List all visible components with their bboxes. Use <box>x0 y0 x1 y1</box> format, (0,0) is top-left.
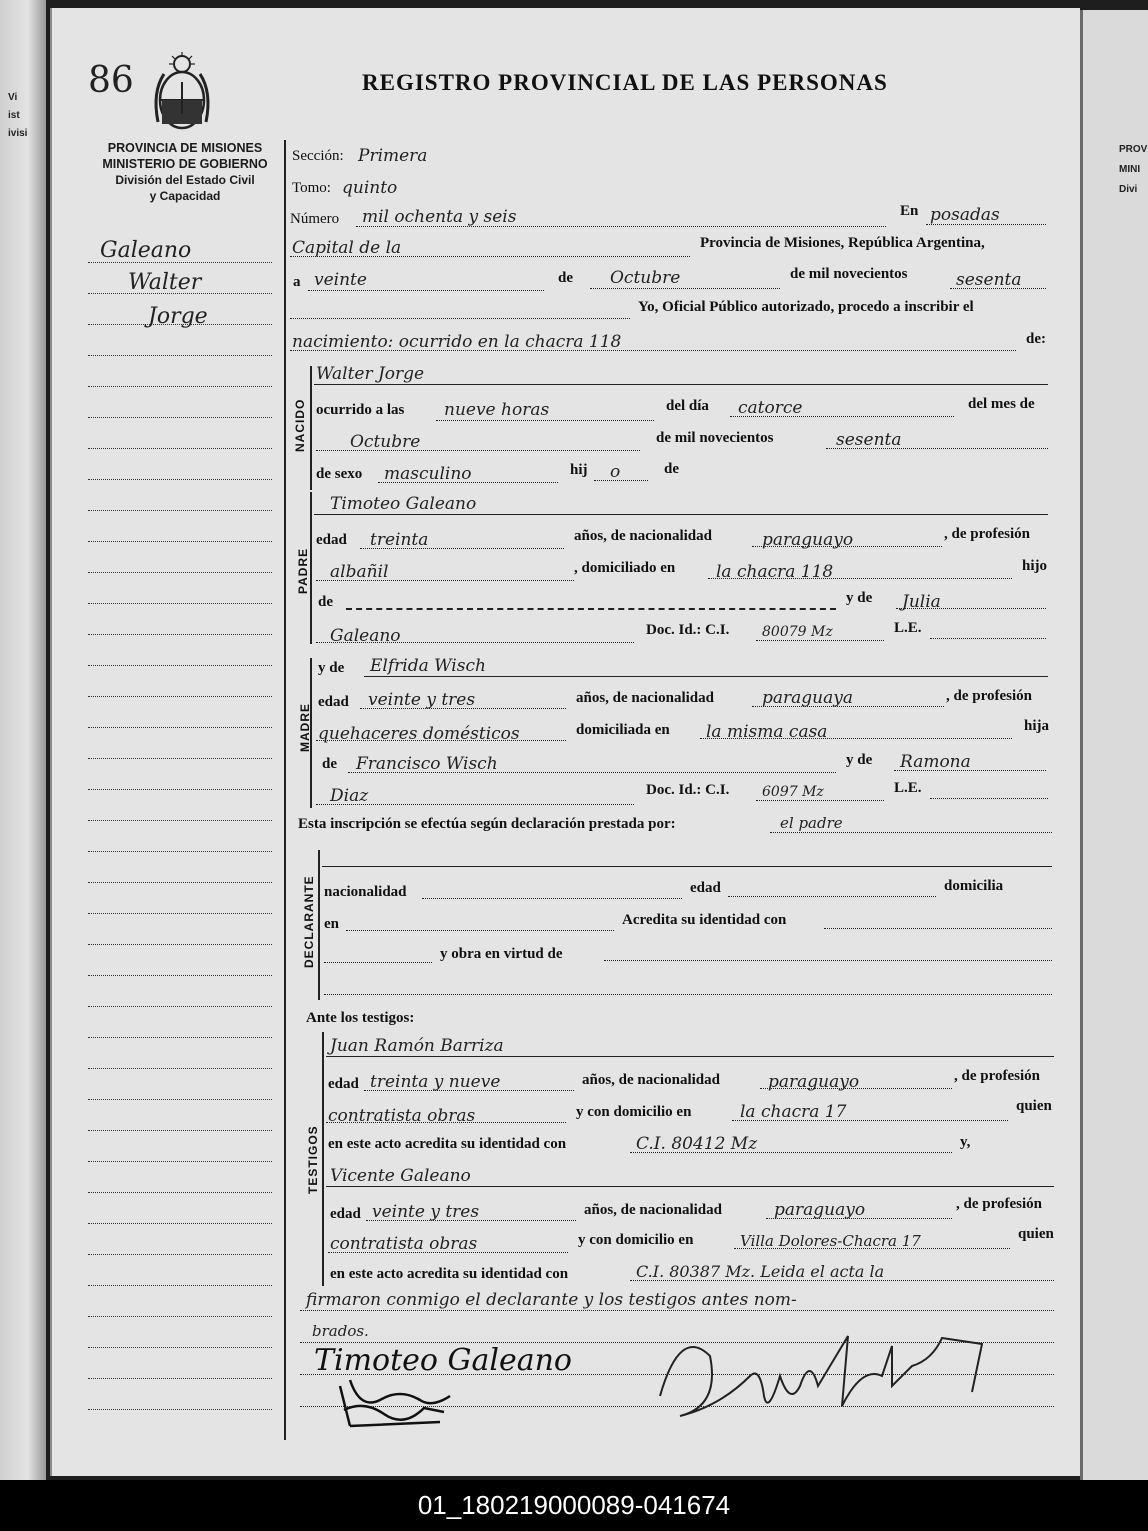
office-province: PROVINCIA DE MISIONES <box>107 141 263 155</box>
madre-edad-label: edad <box>318 694 349 710</box>
t2-domicilio: Villa Dolores-Chacra 17 <box>740 1232 921 1250</box>
nacido-section-label: NACIDO <box>293 398 307 452</box>
margin-line <box>88 1316 272 1317</box>
madre-doc-label: Doc. Id.: C.I. <box>646 782 730 798</box>
margin-line <box>88 665 272 666</box>
office-ministry: MINISTERIO DE GOBIERNO <box>102 157 268 171</box>
margin-line <box>88 882 272 883</box>
margin-line <box>88 448 272 449</box>
madre-y-de-label: y de <box>318 660 345 676</box>
margin-line <box>88 758 272 759</box>
padre-doc-label: Doc. Id.: C.I. <box>646 622 730 638</box>
t1-profesion: contratista obras <box>328 1106 476 1126</box>
t2-dom-label: y con domicilio en <box>578 1232 694 1248</box>
padre-section-label: PADRE <box>296 547 310 594</box>
t2-nacionalidad: paraguayo <box>774 1200 866 1220</box>
signature-official <box>650 1316 990 1436</box>
t1-prof-label: , de profesión <box>954 1068 1040 1084</box>
left-page-edge: Vi ist ivisi <box>0 0 46 1480</box>
testigos-section-label: TESTIGOS <box>306 1125 320 1194</box>
t2-quien-label: quien <box>1018 1226 1054 1242</box>
margin-line <box>88 541 272 542</box>
padre-madre-apellido: Galeano <box>330 626 401 646</box>
office-block <box>86 140 284 204</box>
declarante-nacionalidad-label: nacionalidad <box>324 884 407 900</box>
margin-line <box>88 1068 272 1069</box>
margin-line <box>88 944 272 945</box>
padre-hijo-label: hijo <box>1022 558 1048 574</box>
numero-value: mil ochenta y seis <box>362 207 517 227</box>
declarante-en-label: en <box>324 916 339 932</box>
t1-quien-label: quien <box>1016 1098 1052 1114</box>
padre-prof-label: , de profesión <box>944 526 1030 542</box>
margin-line <box>88 975 272 976</box>
margin-line <box>88 1006 272 1007</box>
madre-le-label: L.E. <box>894 780 922 796</box>
fecha-anio-label: de mil novecientos <box>790 266 908 282</box>
margin-line <box>88 1254 272 1255</box>
ocurrido-label: ocurrido a las <box>316 402 405 418</box>
margin-line <box>88 1037 272 1038</box>
a-label: a <box>293 274 301 290</box>
en-value: posadas <box>930 205 1000 225</box>
declaracion-label: Esta inscripción se efectúa según declaración prestada por: <box>298 816 676 832</box>
document-title: REGISTRO PROVINCIAL DE LAS PERSONAS <box>362 70 888 95</box>
margin-line <box>88 696 272 697</box>
madre-dom-label: domiciliada en <box>576 722 670 738</box>
nacido-hora: nueve horas <box>444 400 550 420</box>
hecho-value: nacimiento: ocurrido en la chacra 118 <box>292 332 622 352</box>
padre-le-label: L.E. <box>894 620 922 636</box>
madre-edad: veinte y tres <box>368 690 476 710</box>
fecha-mes: Octubre <box>610 268 681 288</box>
declarante-acredita-label: Acredita su identidad con <box>622 912 787 928</box>
padre-nacionalidad: paraguayo <box>762 530 854 550</box>
nacido-nombre: Walter Jorge <box>316 364 425 384</box>
madre-section-label: MADRE <box>298 703 312 752</box>
margin-line <box>88 1223 272 1224</box>
t1-dom-label: y con domicilio en <box>576 1104 692 1120</box>
margin-line <box>88 417 272 418</box>
nacido-anio-label: de mil novecientos <box>656 430 774 446</box>
madre-padre-de: Francisco Wisch <box>356 754 498 774</box>
signature-timoteo: Timoteo Galeano <box>314 1343 572 1378</box>
del-dia-label: del día <box>666 398 709 414</box>
declarante-edad-label: edad <box>690 880 721 896</box>
t1-edad: treinta y nueve <box>370 1072 501 1092</box>
declarante-section-label: DECLARANTE <box>302 875 316 968</box>
en-label: En <box>900 203 919 219</box>
t2-profesion: contratista obras <box>330 1234 478 1254</box>
tomo-value: quinto <box>342 178 398 198</box>
madre-profesion: quehaceres domésticos <box>318 724 520 744</box>
margin-line <box>88 727 272 728</box>
t2-edad-label: edad <box>330 1206 361 1222</box>
padre-madre-de: Julia <box>902 592 941 612</box>
madre-domicilio: la misma casa <box>706 722 828 742</box>
padre-nac-label: años, de nacionalidad <box>574 528 712 544</box>
right-page-edge: PROV MINI Divi <box>1080 10 1148 1480</box>
t1-edad-label: edad <box>328 1076 359 1092</box>
scan-identifier: 01_180219000089-041674 <box>0 1480 1148 1531</box>
margin-line <box>88 386 272 387</box>
margin-line <box>88 603 272 604</box>
margin-surname: Galeano <box>100 238 192 263</box>
fecha-de-label: de <box>558 270 573 286</box>
madre-doc: 6097 Mz <box>762 784 824 800</box>
cierre-linea-1: firmaron conmigo el declarante y los testigos antes nom- <box>306 1290 797 1310</box>
madre-nacionalidad: paraguaya <box>762 688 853 708</box>
madre-madre-de: Ramona <box>900 752 971 772</box>
t1-acredita-label: en este acto acredita su identidad con <box>328 1136 567 1152</box>
madre-hija-label: hija <box>1024 718 1050 734</box>
margin-line <box>88 355 272 356</box>
margin-line <box>88 1192 272 1193</box>
declaracion-por: el padre <box>780 814 843 832</box>
margin-line <box>88 1161 272 1162</box>
t2-acredita: C.I. 80387 Mz. Leida el acta la <box>636 1262 885 1281</box>
tomo-label: Tomo: <box>292 180 331 196</box>
padre-de-label: de <box>318 594 333 610</box>
madre-y-de2-label: y de <box>846 752 873 768</box>
padre-profesion: albañil <box>330 562 389 582</box>
sexo-label: de sexo <box>316 466 363 482</box>
page-number: 86 <box>88 60 134 101</box>
margin-line <box>88 913 272 914</box>
t1-domicilio: la chacra 17 <box>740 1102 847 1122</box>
t1-acredita: C.I. 80412 Mz <box>636 1134 758 1154</box>
signatures-left <box>310 1326 580 1442</box>
padre-dom-label: , domiciliado en <box>574 560 676 576</box>
t1-nac-label: años, de nacionalidad <box>582 1072 720 1088</box>
padre-y-de-label: y de <box>846 590 873 606</box>
padre-edad-label: edad <box>316 532 347 548</box>
margin-line <box>88 820 272 821</box>
t2-edad: veinte y tres <box>372 1202 480 1222</box>
margin-line <box>88 1099 272 1100</box>
testigos-intro: Ante los testigos: <box>306 1010 415 1026</box>
margin-line <box>88 789 272 790</box>
t2-nac-label: años, de nacionalidad <box>584 1202 722 1218</box>
padre-domicilio: la chacra 118 <box>716 562 834 582</box>
madre-de-label: de <box>322 756 337 772</box>
coat-of-arms-icon <box>150 52 214 136</box>
office-division: División del Estado Civil <box>115 173 255 187</box>
t2-prof-label: , de profesión <box>956 1196 1042 1212</box>
t1-nombre: Juan Ramón Barriza <box>330 1036 504 1056</box>
margin-line <box>88 1347 272 1348</box>
declarante-domicilia-label: domicilia <box>944 878 1004 894</box>
margin-line <box>88 1285 272 1286</box>
margin-line <box>88 479 272 480</box>
madre-nombre: Elfrida Wisch <box>370 656 486 676</box>
madre-nac-label: años, de nacionalidad <box>576 690 714 706</box>
nacido-mes: Octubre <box>350 432 421 452</box>
padre-nombre: Timoteo Galeano <box>330 494 477 514</box>
t2-acredita-label: en este acto acredita su identidad con <box>330 1266 569 1282</box>
de-colon-label: de: <box>1026 331 1046 347</box>
margin-name-1: Walter <box>128 270 202 295</box>
hij-de-label: de <box>664 461 679 477</box>
padre-edad: treinta <box>370 530 429 550</box>
margin-line <box>88 510 272 511</box>
margin-name-2: Jorge <box>148 304 208 329</box>
seccion-value: Primera <box>358 146 428 166</box>
oficial-label: Yo, Oficial Público autorizado, procedo a inscribir el <box>638 299 974 315</box>
nacido-anio: sesenta <box>836 430 902 450</box>
ciudad-value: Capital de la <box>292 238 402 258</box>
nacido-hij: o <box>610 462 621 482</box>
margin-line <box>88 851 272 852</box>
hij-label: hij <box>570 462 588 478</box>
nacido-sexo: masculino <box>384 464 472 484</box>
t1-y-label: y, <box>960 1134 971 1150</box>
margin-line <box>88 1130 272 1131</box>
fecha-dia: veinte <box>314 270 367 290</box>
padre-doc: 80079 Mz <box>762 624 833 640</box>
t2-nombre: Vicente Galeano <box>330 1166 471 1186</box>
fecha-anio: sesenta <box>956 270 1022 290</box>
margin-line <box>88 634 272 635</box>
numero-label: Número <box>290 211 340 227</box>
t1-nacionalidad: paraguayo <box>768 1072 860 1092</box>
provincia-label: Provincia de Misiones, República Argentina, <box>700 235 985 251</box>
margin-line <box>88 1409 272 1410</box>
declarante-obra-label: y obra en virtud de <box>440 946 563 962</box>
seccion-label: Sección: <box>292 148 344 164</box>
del-mes-label: del mes de <box>968 396 1035 412</box>
margin-line <box>88 1378 272 1379</box>
madre-madre-apellido: Diaz <box>330 786 369 806</box>
madre-prof-label: , de profesión <box>946 688 1032 704</box>
office-capacity: y Capacidad <box>149 189 221 203</box>
cierre-linea-2: brados. <box>312 1322 369 1340</box>
nacido-dia: catorce <box>738 398 803 418</box>
margin-line <box>88 572 272 573</box>
